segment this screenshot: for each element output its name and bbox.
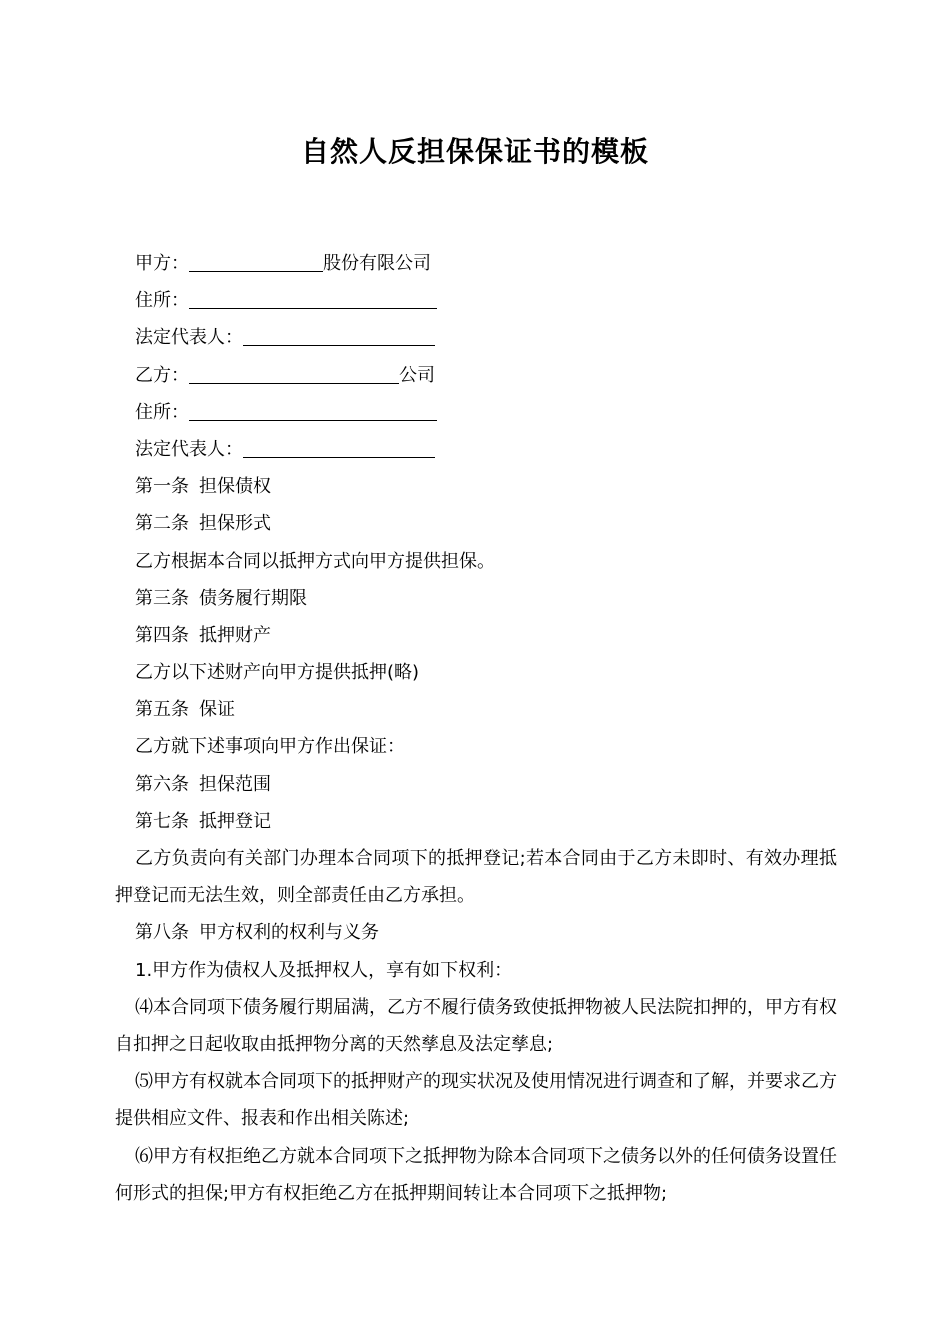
article-3-heading <box>115 580 837 617</box>
article-1-heading <box>115 468 837 505</box>
article-7-text: 乙方负责向有关部门办理本合同项下的抵押登记;若本合同由于乙方未即时、有效办理抵押登记而无法生效，则全部责任由乙方承担。 <box>115 848 837 907</box>
article-1-title: 担保债权 <box>199 476 271 498</box>
article-8-number: 第八条 <box>135 922 189 944</box>
article-4-heading <box>115 617 837 654</box>
article-8-title: 甲方权利的权利与义务 <box>199 922 379 944</box>
article-1-number: 第一条 <box>135 476 189 498</box>
party-a-name-blank <box>189 253 323 272</box>
article-8-item-4: ⑷本合同项下债务履行期届满，乙方不履行债务致使抵押物被人民法院扣押的，甲方有权自扣押之日起收取由抵押物分离的天然孳息及法定孳息; <box>115 996 837 1055</box>
party-b-rep-label: 法定代表人： <box>135 438 243 460</box>
party-a-name-suffix: 股份有限公司 <box>323 253 431 274</box>
article-2-text: 乙方根据本合同以抵押方式向甲方提供担保。 <box>135 550 495 572</box>
party-a-rep-blank <box>243 327 435 346</box>
party-a-address-blank <box>189 290 437 309</box>
party-b-address-line <box>115 394 837 431</box>
article-8-item-6: ⑹甲方有权拒绝乙方就本合同项下之抵押物为除本合同项下之债务以外的任何债务设置任何形式的担保;甲方有权拒绝乙方在抵押期间转让本合同项下之抵押物; <box>115 1145 837 1204</box>
article-7-number: 第七条 <box>135 810 189 832</box>
article-2-heading <box>115 505 837 542</box>
party-a-name-line <box>115 245 837 282</box>
party-a-name-label: 甲方： <box>135 253 189 274</box>
article-5-title: 保证 <box>199 699 235 721</box>
article-7-heading <box>115 803 837 840</box>
article-3-title: 债务履行期限 <box>199 587 307 609</box>
article-2-number: 第二条 <box>135 513 189 535</box>
party-a-address-line <box>115 282 837 319</box>
party-b-address-blank <box>189 402 437 421</box>
article-4-number: 第四条 <box>135 624 189 646</box>
article-6-heading <box>115 766 837 803</box>
article-8-heading <box>115 914 837 951</box>
party-b-rep-line <box>115 431 837 468</box>
party-a-rep-label: 法定代表人： <box>135 327 243 349</box>
article-6-title: 担保范围 <box>199 773 271 795</box>
article-7-title: 抵押登记 <box>199 810 271 832</box>
article-6-number: 第六条 <box>135 773 189 795</box>
party-a-address-label: 住所： <box>135 290 189 312</box>
article-4-text: 乙方以下述财产向甲方提供抵押(略) <box>135 662 420 684</box>
article-3-number: 第三条 <box>135 587 189 609</box>
party-b-name-blank <box>189 365 399 384</box>
article-5-text: 乙方就下述事项向甲方作出保证： <box>135 736 405 758</box>
document-body <box>115 245 837 1212</box>
article-4-title: 抵押财产 <box>199 624 271 646</box>
article-5-number: 第五条 <box>135 699 189 721</box>
party-b-name-line <box>115 357 837 394</box>
article-8-item-5: ⑸甲方有权就本合同项下的抵押财产的现实状况及使用情况进行调查和了解，并要求乙方提供相应文件、报表和作出相关陈述; <box>115 1071 837 1130</box>
article-2-title: 担保形式 <box>199 513 271 535</box>
party-b-name-suffix: 公司 <box>399 364 435 386</box>
party-b-address-label: 住所： <box>135 401 189 423</box>
party-b-name-label: 乙方： <box>135 364 189 386</box>
party-a-rep-line <box>115 319 837 356</box>
article-8-item-1: 1.甲方作为债权人及抵押权人，享有如下权利： <box>135 959 513 981</box>
article-5-heading <box>115 691 837 728</box>
party-b-rep-blank <box>243 439 435 458</box>
document-title: 自然人反担保保证书的模板 <box>300 135 649 168</box>
